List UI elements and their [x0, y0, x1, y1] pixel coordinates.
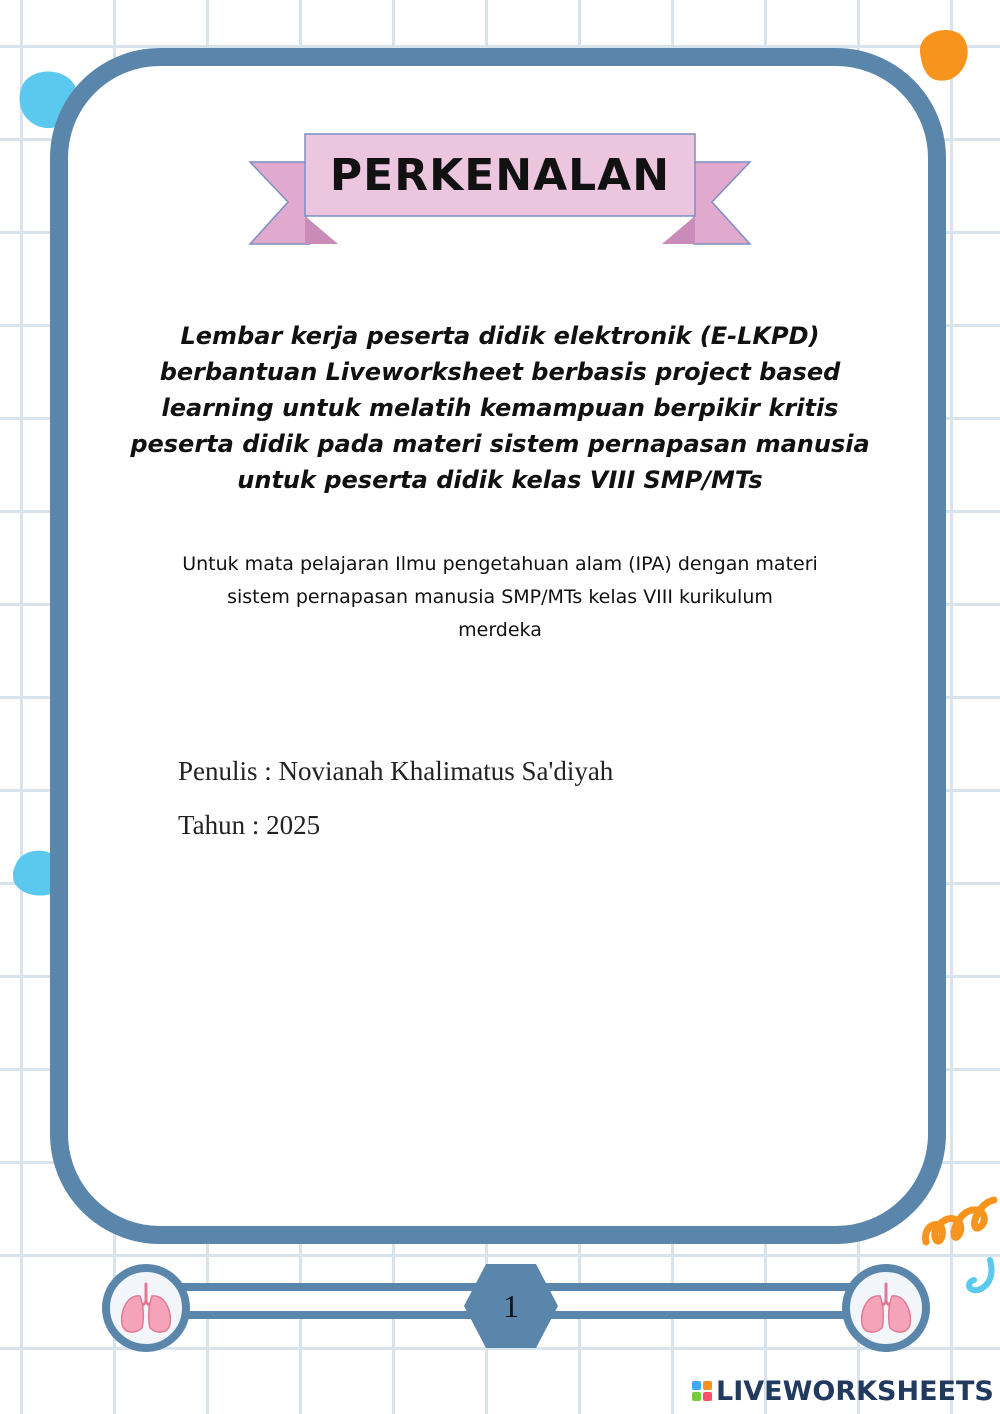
document-heading	[120, 318, 880, 498]
blue-squiggle	[960, 1256, 1000, 1306]
liveworksheets-icon	[692, 1381, 712, 1401]
heading-line: peserta didik pada materi sistem pernapasan manusia	[130, 430, 870, 458]
lungs-badge-right	[842, 1264, 930, 1352]
heading-line: berbantuan Liveworksheet berbasis project based	[159, 358, 841, 386]
heading-line: learning untuk melatih kemampuan berpikir kritis	[161, 394, 839, 422]
lungs-icon	[116, 1280, 176, 1336]
lungs-badge-left	[102, 1264, 190, 1352]
year-line: Tahun : 2025	[178, 810, 321, 840]
heading-line: untuk peserta didik kelas VIII SMP/MTs	[237, 466, 763, 494]
subtitle-line: sistem pernapasan manusia SMP/MTs kelas VIII kurikulum	[227, 586, 773, 608]
orange-blob-top-right	[912, 26, 972, 86]
author-line: Penulis : Novianah Khalimatus Sa'diyah	[178, 756, 614, 786]
document-subtitle	[130, 548, 870, 647]
subtitle-line: merdeka	[458, 619, 542, 641]
banner-title: PERKENALAN	[329, 149, 671, 201]
liveworksheets-wordmark: LIVEWORKSHEETS	[716, 1375, 994, 1407]
orange-squiggle	[920, 1192, 1000, 1252]
liveworksheets-logo	[692, 1374, 994, 1408]
heading-line: Lembar kerja peserta didik elektronik (E-LKPD)	[180, 322, 820, 350]
lungs-icon	[856, 1280, 916, 1336]
subtitle-line: Untuk mata pelajaran Ilmu pengetahuan alam (IPA) dengan materi	[182, 553, 818, 575]
page-number: 1	[503, 1287, 519, 1324]
